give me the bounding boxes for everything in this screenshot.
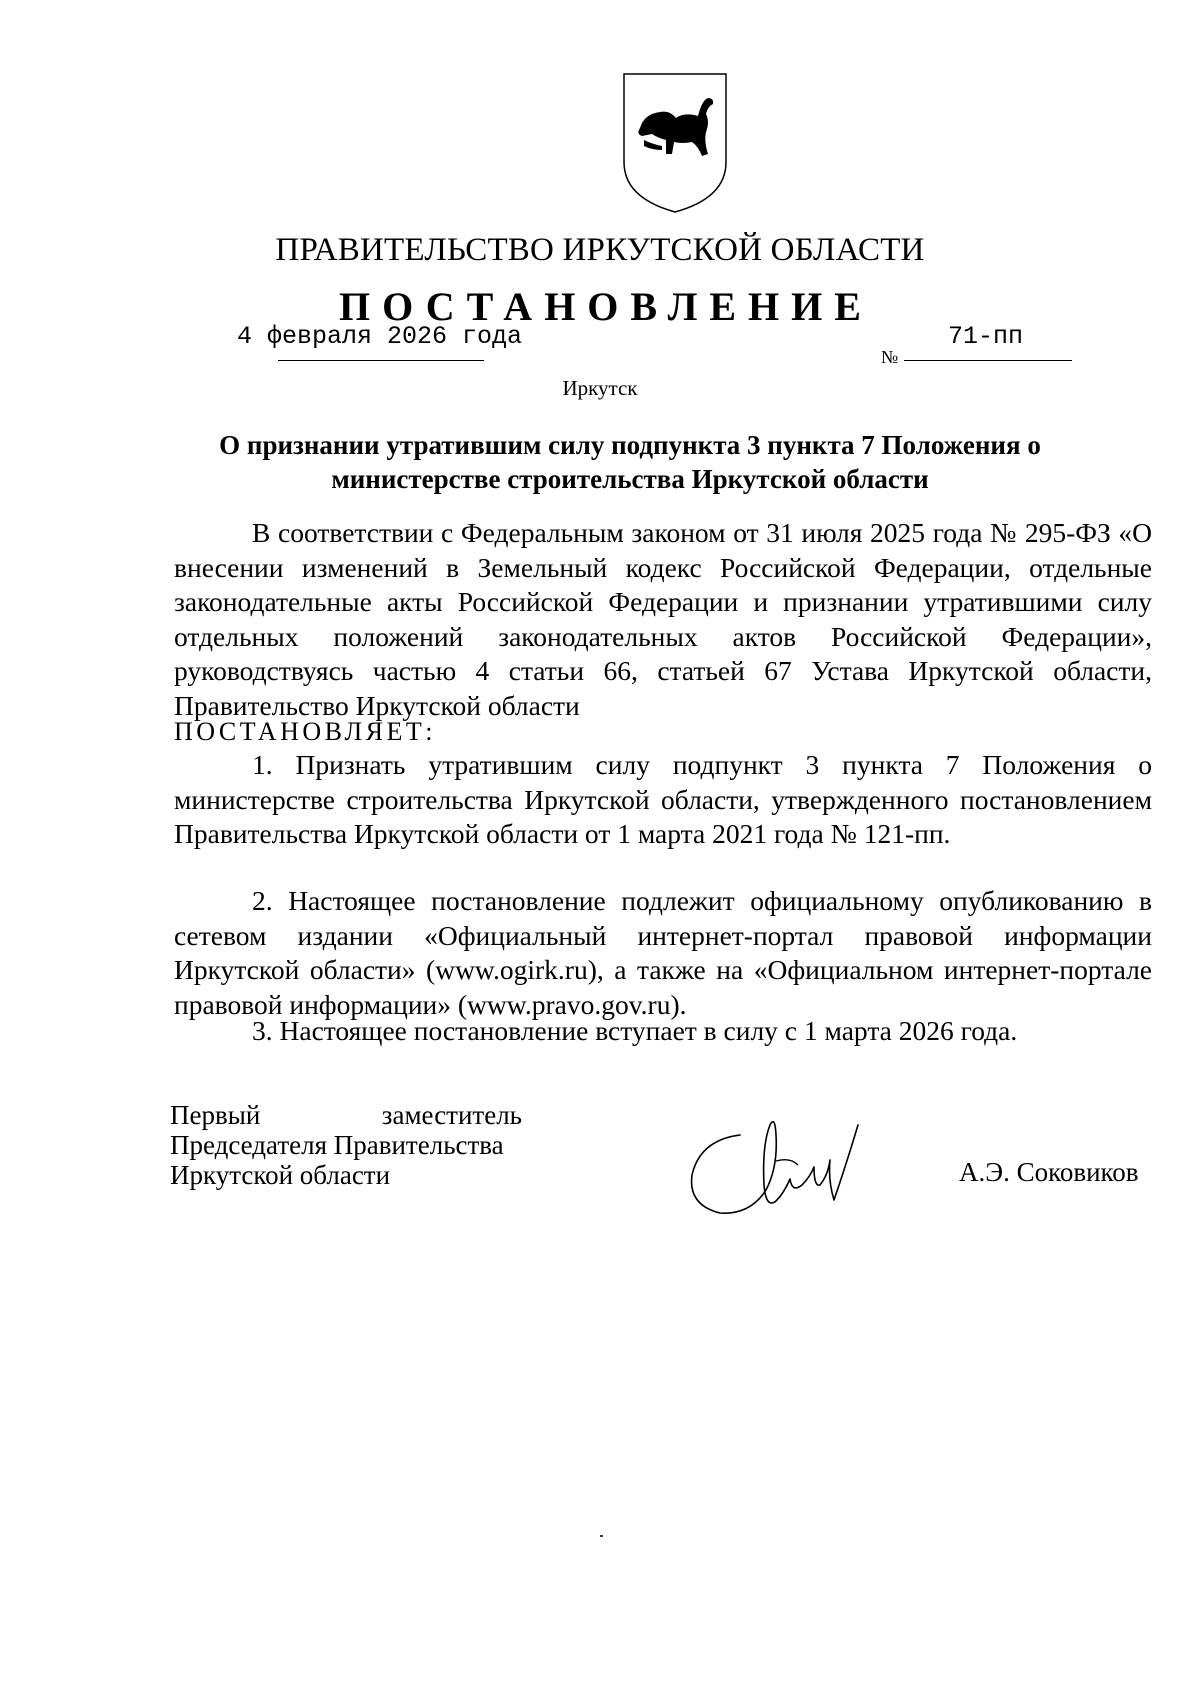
document-type: ПОСТАНОВЛЕНИЕ bbox=[339, 284, 873, 329]
signer-position-line-1 bbox=[170, 1100, 522, 1130]
document-title: О признании утратившим силу подпункта 3 пункта 7 Положения о министерстве строительства Иркутской области bbox=[219, 430, 1041, 494]
date-underline bbox=[278, 360, 484, 361]
handwritten-signature bbox=[680, 1105, 880, 1220]
signer-position-word-1: Первый bbox=[170, 1100, 261, 1130]
item-3-paragraph: 3. Настоящее постановление вступает в силу с 1 марта 2026 года. bbox=[252, 1015, 1018, 1046]
signer-position-line-3: Иркутской области bbox=[170, 1160, 391, 1190]
item-1-paragraph: 1. Признать утратившим силу подпункт 3 пункта 7 Положения о министерстве строительства Иркутской области, утвержденного постановлением Правительства Иркутской области от 1 марта 2021 года № 121-пп. bbox=[174, 749, 1152, 849]
document-date: 4 февраля 2026 года bbox=[237, 322, 523, 351]
document-number: 71-пп bbox=[948, 322, 1024, 351]
decree-word: ПОСТАНОВЛЯЕТ: bbox=[174, 717, 436, 746]
irkutsk-coat-of-arms-emblem bbox=[618, 70, 732, 216]
number-underline bbox=[904, 360, 1072, 361]
signer-position-line-2: Председателя Правительства bbox=[170, 1130, 504, 1160]
scan-dot-mark bbox=[600, 1535, 603, 1537]
number-sign: № bbox=[881, 347, 899, 367]
intro-paragraph: В соответствии с Федеральным законом от 31 июля 2025 года № 295-ФЗ «О внесении изменений в Земельный кодекс Российской Федерации, отдельные законодательные акты Российской Федерации и признании утратившими силу отдельных положений законодательных актов Российской Федерации», руководствуясь частью 4 статьи 66, статьей 67 Устава Иркутской области, Правительство Иркутской области bbox=[174, 517, 1152, 721]
item-2-paragraph: 2. Настоящее постановление подлежит официальному опубликованию в сетевом издании «Официальный интернет-портал правовой информации Иркутской области» (www.ogirk.ru), а также на «Официальном интернет-портале правовой информации» (www.pravo.gov.ru). bbox=[174, 885, 1152, 1020]
organization-name: ПРАВИТЕЛЬСТВО ИРКУТСКОЙ ОБЛАСТИ bbox=[275, 232, 925, 268]
signer-position bbox=[170, 1100, 522, 1190]
signer-name: А.Э. Соковиков bbox=[959, 1157, 1139, 1187]
signer-position-word-2: заместитель bbox=[381, 1100, 522, 1130]
city-name: Иркутск bbox=[562, 376, 638, 400]
